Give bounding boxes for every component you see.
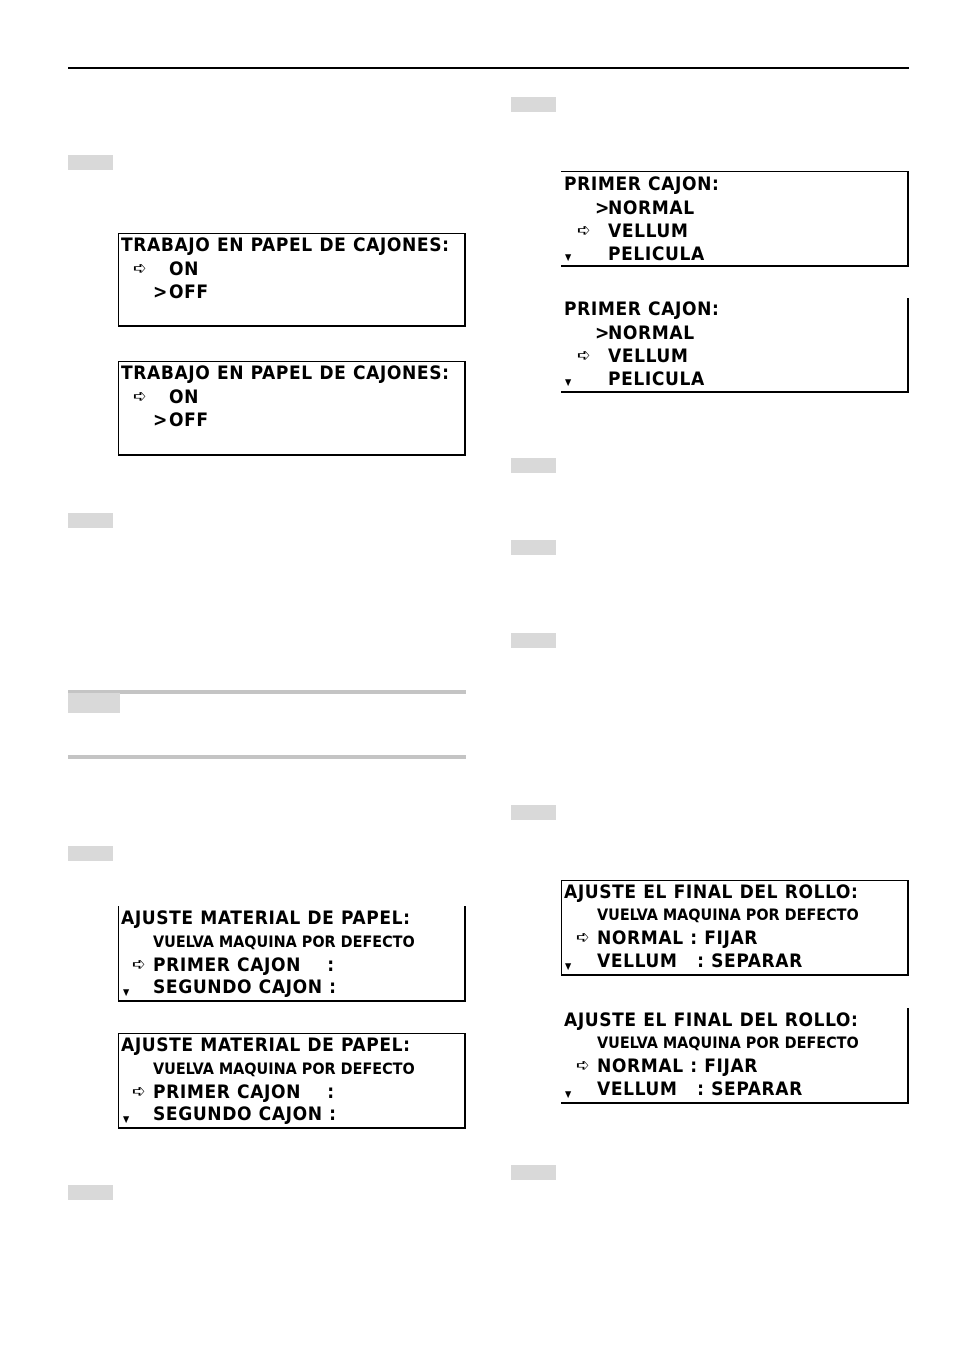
option-normal: NORMAL : FIJAR: [597, 927, 759, 949]
panel-title: TRABAJO EN PAPEL DE CAJONES:: [121, 362, 450, 384]
selected-marker-icon: >: [595, 197, 610, 219]
display-panel-primer-cajon: [561, 298, 909, 393]
scroll-down-icon: ▼: [565, 378, 572, 388]
option-vellum: VELLUM: [608, 220, 689, 242]
scroll-down-icon: ▼: [123, 1115, 130, 1125]
option-segundo-cajon: SEGUNDO CAJON :: [153, 1103, 337, 1125]
panel-title: TRABAJO EN PAPEL DE CAJONES:: [121, 234, 450, 256]
option-primer-cajon: PRIMER CAJON :: [153, 954, 335, 976]
step-marker: [511, 1165, 556, 1180]
step-marker: [511, 540, 556, 555]
option-pelicula: PELICULA: [608, 368, 705, 390]
step-marker: [68, 513, 113, 528]
panel-title: PRIMER CAJON:: [564, 298, 720, 320]
option-vellum: VELLUM : SEPARAR: [597, 1078, 803, 1100]
option-normal: NORMAL: [608, 322, 695, 344]
scroll-down-icon: ▼: [565, 962, 572, 972]
option-pelicula: PELICULA: [608, 243, 705, 265]
scroll-down-icon: ▼: [565, 1090, 572, 1100]
selected-marker-icon: >: [153, 409, 168, 431]
panel-title: AJUSTE EL FINAL DEL ROLLO:: [564, 881, 859, 903]
option-vellum: VELLUM : SEPARAR: [597, 950, 803, 972]
display-panel-ajuste-final: [561, 880, 909, 976]
pointer-icon: ➪: [133, 386, 147, 407]
pointer-icon: ➪: [133, 258, 147, 279]
scroll-down-icon: ▼: [565, 253, 572, 263]
note-marker: [68, 693, 120, 713]
panel-subtitle: VUELVA MAQUINA POR DEFECTO: [597, 1033, 859, 1052]
panel-subtitle: VUELVA MAQUINA POR DEFECTO: [153, 932, 415, 951]
panel-subtitle: VUELVA MAQUINA POR DEFECTO: [153, 1059, 415, 1078]
note-separator-bottom: [68, 755, 466, 759]
pointer-icon: ➪: [576, 927, 590, 948]
pointer-icon: ➪: [577, 220, 591, 241]
step-marker: [511, 458, 556, 473]
display-panel-ajuste-material: [118, 906, 466, 1002]
step-marker: [68, 1185, 113, 1200]
panel-title: AJUSTE EL FINAL DEL ROLLO:: [564, 1009, 859, 1031]
note-separator-top: [68, 690, 466, 694]
option-normal: NORMAL: [608, 197, 695, 219]
step-marker: [511, 805, 556, 820]
display-panel-trabajo: [118, 233, 466, 327]
step-marker: [68, 155, 113, 170]
option-off: OFF: [169, 281, 209, 303]
pointer-icon: ➪: [132, 1081, 146, 1102]
display-panel-ajuste-material: [118, 1033, 466, 1129]
option-normal: NORMAL : FIJAR: [597, 1055, 759, 1077]
display-panel-trabajo: [118, 361, 466, 456]
step-marker: [511, 97, 556, 112]
display-panel-primer-cajon: [561, 171, 909, 267]
option-off: OFF: [169, 409, 209, 431]
panel-title: AJUSTE MATERIAL DE PAPEL:: [121, 907, 411, 929]
panel-title: AJUSTE MATERIAL DE PAPEL:: [121, 1034, 411, 1056]
option-vellum: VELLUM: [608, 345, 689, 367]
selected-marker-icon: >: [595, 322, 610, 344]
pointer-icon: ➪: [576, 1055, 590, 1076]
option-on: ON: [169, 258, 200, 280]
option-primer-cajon: PRIMER CAJON :: [153, 1081, 335, 1103]
scroll-down-icon: ▼: [123, 988, 130, 998]
option-segundo-cajon: SEGUNDO CAJON :: [153, 976, 337, 998]
selected-marker-icon: >: [153, 281, 168, 303]
panel-subtitle: VUELVA MAQUINA POR DEFECTO: [597, 905, 859, 924]
step-marker: [511, 633, 556, 648]
step-marker: [68, 846, 113, 861]
display-panel-ajuste-final: [561, 1008, 909, 1104]
header-rule: [68, 67, 909, 69]
panel-title: PRIMER CAJON:: [564, 173, 720, 195]
pointer-icon: ➪: [577, 345, 591, 366]
pointer-icon: ➪: [132, 954, 146, 975]
option-on: ON: [169, 386, 200, 408]
